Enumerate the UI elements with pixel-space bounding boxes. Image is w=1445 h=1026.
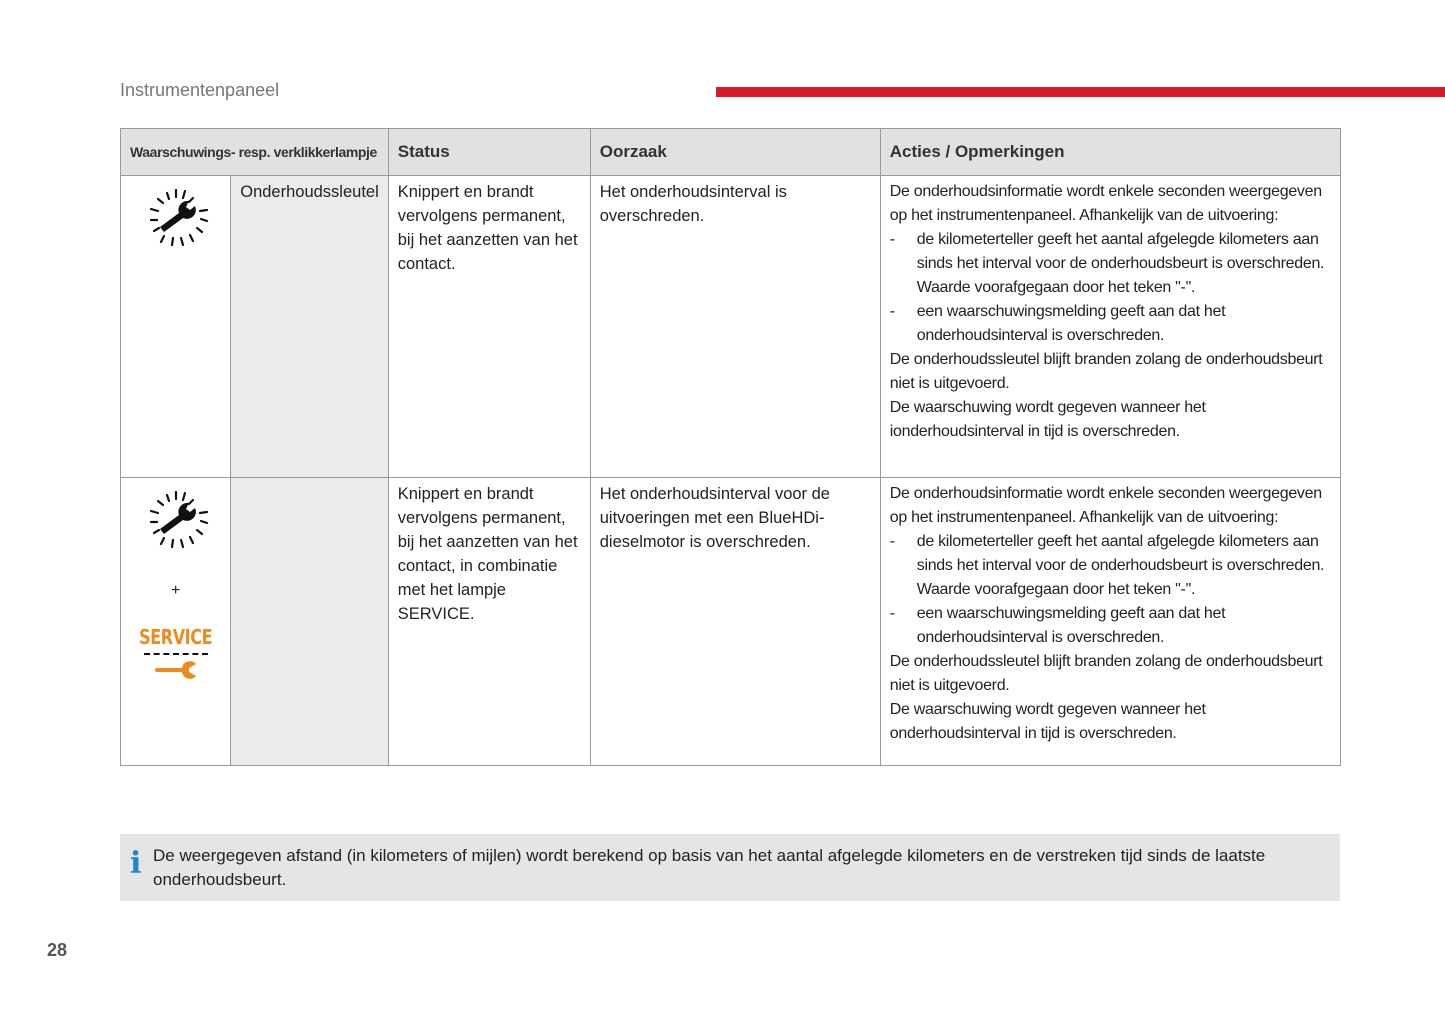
info-text: De weergegeven afstand (in kilometers of mijlen) wordt berekend op basis van het aantal afgelegde kilometers en de verstreken tijd sinds de laatste onderhoudsbeurt. (153, 846, 1266, 889)
warning-lamp-table (120, 128, 1341, 766)
table-header-row (121, 129, 1341, 176)
actions-intro: De onderhoudsinformatie wordt enkele seconden weergegeven op het instrumentenpaneel. Afhankelijk van de uitvoering: (889, 183, 1322, 224)
list-item: - de kilometerteller geeft het aantal afgelegde kilometers aan sinds het interval voor de onderhoudsbeurt is overschreden. Waarde voorafgegaan door het teken "-". (889, 231, 1325, 296)
service-lamp-label: SERVICE (139, 625, 213, 649)
actions-note: De onderhoudssleutel blijft branden zolang de onderhoudsbeurt niet is uitgevoerd. (889, 351, 1323, 392)
section-title: Instrumentenpaneel (120, 80, 280, 100)
accent-bar (716, 87, 1445, 97)
table-row (121, 176, 1341, 478)
actions-note: De waarschuwing wordt gegeven wanneer het onderhoudsinterval in tijd is overschreden. (889, 701, 1206, 742)
header-cause: Oorzaak (590, 129, 880, 176)
list-item: - een waarschuwingsmelding geeft aan dat het onderhoudsinterval is overschreden. (889, 303, 1226, 344)
header-lamp: Waarschuwings- resp. verklikkerlampje (121, 129, 389, 176)
cause-text: Het onderhoudsinterval voor de uitvoeringen met een BlueHDi-dieselmotor is overschreden. (590, 478, 880, 766)
header-actions: Acties / Opmerkingen (880, 129, 1340, 176)
lamp-name (231, 478, 389, 766)
service-wrench-icon (154, 661, 198, 679)
actions-note: De waarschuwing wordt gegeven wanneer het ionderhoudsinterval in tijd is overschreden. (889, 399, 1206, 440)
dashed-line (144, 653, 208, 655)
lamp-icon-cell (121, 176, 231, 478)
header-status: Status (388, 129, 590, 176)
table-row (121, 478, 1341, 766)
actions-intro: De onderhoudsinformatie wordt enkele seconden weergegeven op het instrumentenpaneel. Afhankelijk van de uitvoering: (889, 485, 1322, 526)
cause-text: Het onderhoudsinterval is overschreden. (590, 176, 880, 478)
status-text: Knippert en brandt vervolgens permanent, bij het aanzetten van het contact. (388, 176, 590, 478)
list-item: - de kilometerteller geeft het aantal afgelegde kilometers aan sinds het interval voor de onderhoudsbeurt is overschreden. Waarde voorafgegaan door het teken "-". (889, 533, 1325, 598)
plus-sign: + (170, 582, 181, 599)
status-text: Knippert en brandt vervolgens permanent, bij het aanzetten van het contact, in combinatie met het lampje SERVICE. (388, 478, 590, 766)
page-number: 28 (47, 940, 68, 960)
info-box (120, 834, 1340, 901)
list-item: - een waarschuwingsmelding geeft aan dat het onderhoudsinterval is overschreden. (889, 605, 1226, 646)
actions-note: De onderhoudssleutel blijft branden zolang de onderhoudsbeurt niet is uitgevoerd. (889, 653, 1323, 694)
maintenance-wrench-icon (143, 490, 209, 550)
lamp-name: Onderhoudssleutel (231, 176, 389, 478)
actions-cell (880, 176, 1340, 478)
actions-cell (880, 478, 1340, 766)
info-icon: i (130, 846, 142, 881)
lamp-icon-cell (121, 478, 231, 766)
maintenance-wrench-icon (143, 188, 209, 248)
